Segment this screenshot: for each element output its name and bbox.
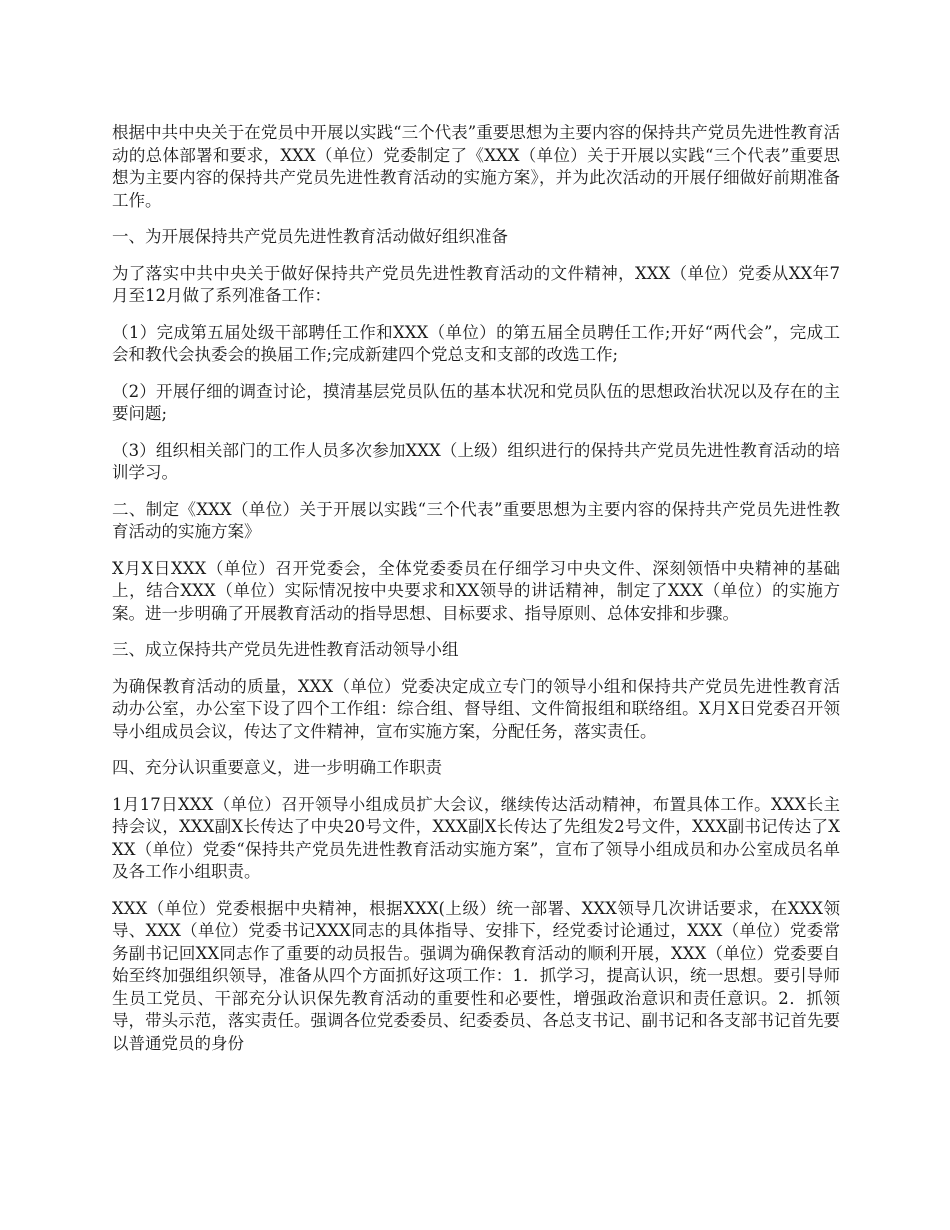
section-4-paragraph-1: 1月17日XXX（单位）召开领导小组成员扩大会议，继续传达活动精神，布置具体工作。XXX长主持会议，XXX副X长传达了中央20号文件，XXX副X长传达了先组发2号文件，XXX副书记传达了XXX（单位）党委“保持共产党员先进性教育活动实施方案”，宣布了领导小组成员和办公室成员名单及各工作小组职责。 [112, 794, 840, 881]
section-2-paragraph: X月X日XXX（单位）召开党委会，全体党委委员在仔细学习中央文件、深刻领悟中央精神的基础上，结合XXX（单位）实际情况按中央要求和XX领导的讲话精神，制定了XXX（单位）的实施方案。进一步明确了开展教育活动的指导思想、目标要求、指导原则、总体安排和步骤。 [112, 558, 840, 623]
section-heading-1: 一、为开展保持共产党员先进性教育活动做好组织准备 [112, 227, 508, 246]
list-item-1: （1）完成第五届处级干部聘任工作和XXX（单位）的第五届全员聘任工作;开好“两代会”，完成工会和教代会执委会的换届工作;完成新建四个党总支和支部的改选工作; [112, 322, 840, 364]
intro-paragraph: 根据中共中央关于在党员中开展以实践“三个代表”重要思想为主要内容的保持共产党员先进性教育活动的总体部署和要求，XXX（单位）党委制定了《XXX（单位）关于开展以实践“三个代表”重要思想为主要内容的保持共产党员先进性教育活动的实施方案》，并为此次活动的开展仔细做好前期准备工作。 [112, 123, 840, 210]
section-heading-3: 三、成立保持共产党员先进性教育活动领导小组 [112, 640, 459, 659]
section-4-paragraph-2: XXX（单位）党委根据中央精神，根据XXX(上级）统一部署、XXX领导几次讲话要求，在XXX领导、XXX（单位）党委书记XXX同志的具体指导、安排下，经党委讨论通过，XXX（单位）党委常务副书记回XX同志作了重要的动员报告。强调为确保教育活动的顺利开展，XXX（单位）党委要自始至终加强组织领导，准备从四个方面抓好这项工作：1．抓学习，提高认识，统一思想。要引导师生员工党员、干部充分认识保先教育活动的重要性和必要性，增强政治意识和责任意识。2．抓领导，带头示范，落实责任。强调各位党委委员、纪委委员、各总支书记、副书记和各支部书记首先要以普通党员的身份 [112, 898, 840, 1053]
section-heading-2: 二、制定《XXX（单位）关于开展以实践“三个代表”重要思想为主要内容的保持共产党员先进性教育活动的实施方案》 [112, 499, 840, 541]
list-item-2: （2）开展仔细的调查讨论，摸清基层党员队伍的基本状况和党员队伍的思想政治状况以及存在的主要问题; [112, 381, 840, 423]
section-heading-4: 四、充分认识重要意义，进一步明确工作职责 [112, 758, 442, 777]
section-1-paragraph: 为了落实中共中央关于做好保持共产党员先进性教育活动的文件精神，XXX（单位）党委从XX年7月至12月做了系列准备工作： [112, 263, 840, 305]
document-page [112, 122, 840, 1069]
section-3-paragraph: 为确保教育活动的质量，XXX（单位）党委决定成立专门的领导小组和保持共产党员先进性教育活动办公室，办公室下设了四个工作组：综合组、督导组、文件简报组和联络组。X月X日党委召开领导小组成员会议，传达了文件精神，宣布实施方案，分配任务，落实责任。 [112, 676, 840, 741]
list-item-3: （3）组织相关部门的工作人员多次参加XXX（上级）组织进行的保持共产党员先进性教育活动的培训学习。 [112, 440, 840, 482]
